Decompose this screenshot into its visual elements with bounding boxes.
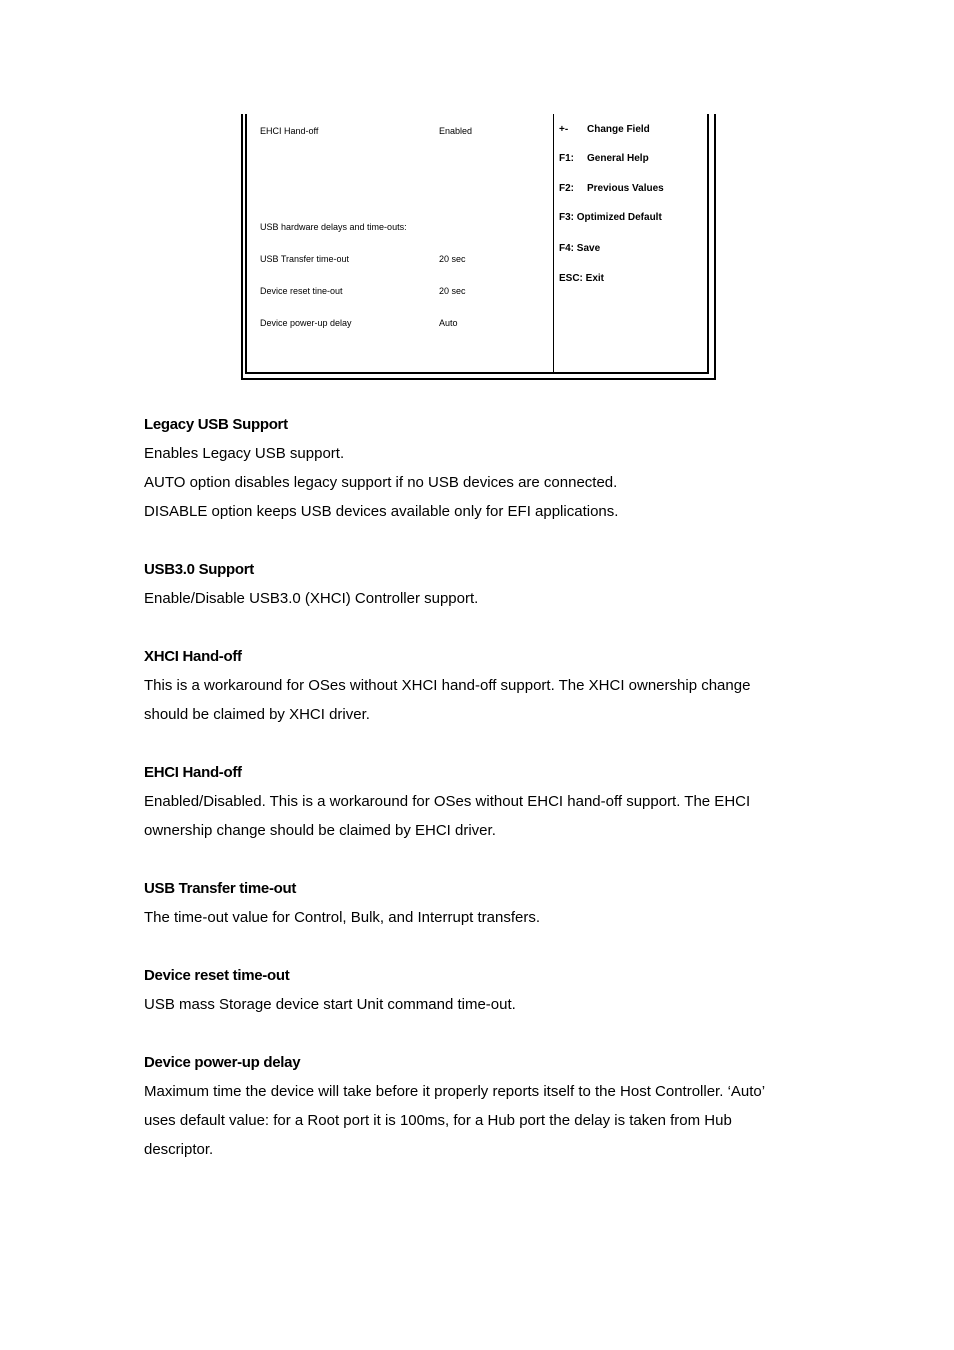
bios-key-general-help [559, 153, 649, 165]
bios-item-ehci-handoff-value[interactable]: Enabled [439, 126, 473, 136]
section-line: Maximum time the device will take before it properly reports itself to the Host Controller. ‘Auto’ [144, 1083, 766, 1100]
section-legacy-usb-support [144, 410, 824, 526]
bios-key-optimized-default [559, 212, 662, 224]
bios-usb-delays-heading: USB hardware delays and time-outs: [260, 222, 407, 232]
bios-item-usb-transfer-timeout-label[interactable]: USB Transfer time-out [260, 254, 350, 264]
bios-key-desc: Previous Values [587, 183, 664, 194]
section-heading: USB3.0 Support [144, 561, 254, 578]
section-line: descriptor. [144, 1141, 214, 1158]
bios-divider [553, 114, 554, 373]
section-line: The time-out value for Control, Bulk, and Interrupt transfers. [144, 909, 541, 926]
bios-item-device-powerup-delay-label[interactable]: Device power-up delay [260, 318, 352, 328]
section-line: This is a workaround for OSes without XHCI hand-off support. The XHCI ownership change [144, 677, 751, 694]
bios-key-desc: General Help [587, 153, 649, 164]
bios-item-device-reset-timeout-value[interactable]: 20 sec [439, 286, 466, 296]
section-heading: Device reset time-out [144, 967, 290, 984]
section-line: ownership change should be claimed by EHCI driver. [144, 822, 496, 839]
bios-key-desc: F4: Save [559, 243, 601, 254]
bios-key-label: F2: [559, 183, 574, 194]
bios-key-change-field [559, 124, 650, 136]
section-usb-transfer-timeout [144, 874, 824, 932]
section-heading: Legacy USB Support [144, 416, 288, 433]
section-usb3-support [144, 555, 824, 613]
bios-key-exit [559, 273, 604, 285]
section-line: Enable/Disable USB3.0 (XHCI) Controller support. [144, 590, 479, 607]
bios-key-label: F1: [559, 153, 574, 164]
bios-key-save [559, 243, 600, 255]
bios-item-device-reset-timeout-label[interactable]: Device reset tine-out [260, 286, 343, 296]
section-heading: EHCI Hand-off [144, 764, 242, 781]
bios-item-ehci-handoff-label[interactable]: EHCI Hand-off [260, 126, 319, 136]
section-line: Enables Legacy USB support. [144, 445, 345, 462]
section-heading: USB Transfer time-out [144, 880, 297, 897]
section-ehci-handoff [144, 758, 824, 845]
bios-item-usb-transfer-timeout-value[interactable]: 20 sec [439, 254, 466, 264]
bios-key-previous-values [559, 183, 664, 195]
section-line: should be claimed by XHCI driver. [144, 706, 370, 723]
section-line: uses default value: for a Root port it is 100ms, for a Hub port the delay is taken from Hub [144, 1112, 732, 1129]
section-line: USB mass Storage device start Unit command time-out. [144, 996, 516, 1013]
bios-key-desc: Change Field [587, 124, 650, 135]
section-line: Enabled/Disabled. This is a workaround for OSes without EHCI hand-off support. The EHCI [144, 793, 751, 810]
bios-screen [241, 114, 714, 380]
bios-key-desc: ESC: Exit [559, 273, 605, 284]
section-xhci-handoff [144, 642, 824, 729]
section-device-reset-timeout [144, 961, 824, 1019]
section-line: DISABLE option keeps USB devices available only for EFI applications. [144, 503, 619, 520]
section-line: AUTO option disables legacy support if no USB devices are connected. [144, 474, 618, 491]
section-heading: Device power-up delay [144, 1054, 301, 1071]
bios-key-label: +- [559, 124, 569, 135]
bios-key-desc: F3: Optimized Default [559, 212, 662, 223]
document-body [144, 410, 824, 1193]
section-heading: XHCI Hand-off [144, 648, 242, 665]
bios-item-device-powerup-delay-value[interactable]: Auto [439, 318, 458, 328]
section-device-powerup-delay [144, 1048, 824, 1164]
